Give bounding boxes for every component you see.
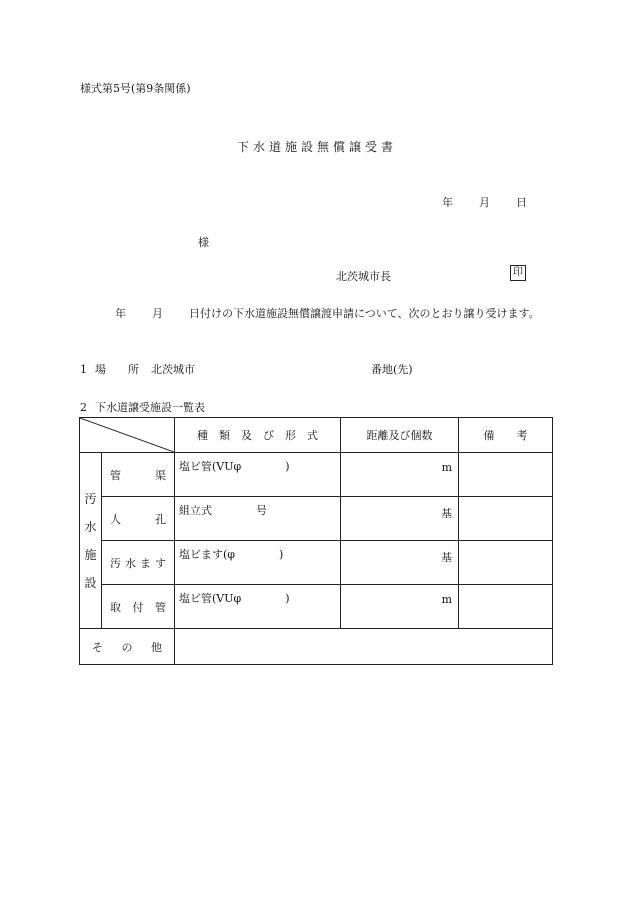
body-year: 年 [115, 307, 126, 320]
date-day: 日 [516, 196, 527, 209]
date-year: 年 [442, 196, 453, 209]
row-type-cell[interactable]: 塩ビ管(VUφ ) [175, 585, 341, 629]
date-line [442, 194, 527, 210]
row-distance-cell[interactable]: m [341, 453, 459, 497]
row-name-kankyo: 管渠 [102, 453, 175, 497]
table-header-row [80, 418, 553, 453]
row-distance-cell[interactable]: 基 [341, 541, 459, 585]
group-label-char: 設 [84, 575, 97, 590]
row-type-cell[interactable]: 組立式 号 [175, 497, 341, 541]
table-row [80, 541, 553, 585]
group-label-char: 施 [84, 547, 97, 562]
table-row-other [80, 629, 553, 665]
row-type-cell[interactable]: 塩ビます(φ ) [175, 541, 341, 585]
row-name-connection-pipe: 取付管 [102, 585, 175, 629]
body-text [115, 305, 540, 321]
row-remarks-cell[interactable] [459, 541, 553, 585]
row-remarks-cell[interactable] [459, 585, 553, 629]
issuer-name: 北茨城市長 [336, 270, 391, 283]
row-name-manhole: 人孔 [102, 497, 175, 541]
location-line [80, 361, 413, 377]
row-type-cell[interactable]: 塩ビ管(VUφ ) [175, 453, 341, 497]
recipient-suffix: 様 [198, 236, 209, 249]
row-remarks-cell[interactable] [459, 497, 553, 541]
row-distance-cell[interactable]: 基 [341, 497, 459, 541]
section-2-number: 2 [80, 401, 87, 414]
row-distance-cell[interactable]: m [341, 585, 459, 629]
location-suffix: 番地(先) [371, 363, 413, 376]
document-title: 下水道施設無償譲受書 [237, 140, 398, 154]
section-2-label: 下水道譲受施設一覧表 [95, 401, 205, 414]
facilities-table [79, 417, 553, 665]
body-month: 月 [152, 307, 163, 320]
location-number: 1 [80, 363, 87, 376]
row-remarks-cell[interactable] [459, 453, 553, 497]
date-month: 月 [479, 196, 490, 209]
corner-diagonal-cell [80, 418, 175, 453]
location-city: 北茨城市 [151, 363, 195, 376]
header-distance: 距離及び個数 [341, 418, 459, 453]
header-type: 種 類 及 び 形 式 [175, 418, 341, 453]
location-label: 場 所 [95, 363, 139, 376]
group-label-char: 水 [84, 519, 97, 534]
table-row [80, 453, 553, 497]
group-label-char: 汚 [84, 491, 97, 506]
section-2-heading [80, 399, 205, 415]
header-remarks: 備 考 [459, 418, 553, 453]
diagonal-line [80, 418, 174, 452]
other-content-cell[interactable] [175, 629, 553, 665]
seal-mark: 印 [510, 265, 526, 281]
table-row [80, 585, 553, 629]
group-label-sewage-facilities [80, 453, 102, 629]
form-number: 様式第5号(第9条関係) [80, 82, 191, 95]
body-sentence: 日付けの下水道施設無償譲渡申請について、次のとおり譲り受けます。 [189, 307, 540, 320]
row-name-sewage-box: 汚水ます [102, 541, 175, 585]
table-row [80, 497, 553, 541]
row-name-other: その他 [80, 629, 175, 665]
